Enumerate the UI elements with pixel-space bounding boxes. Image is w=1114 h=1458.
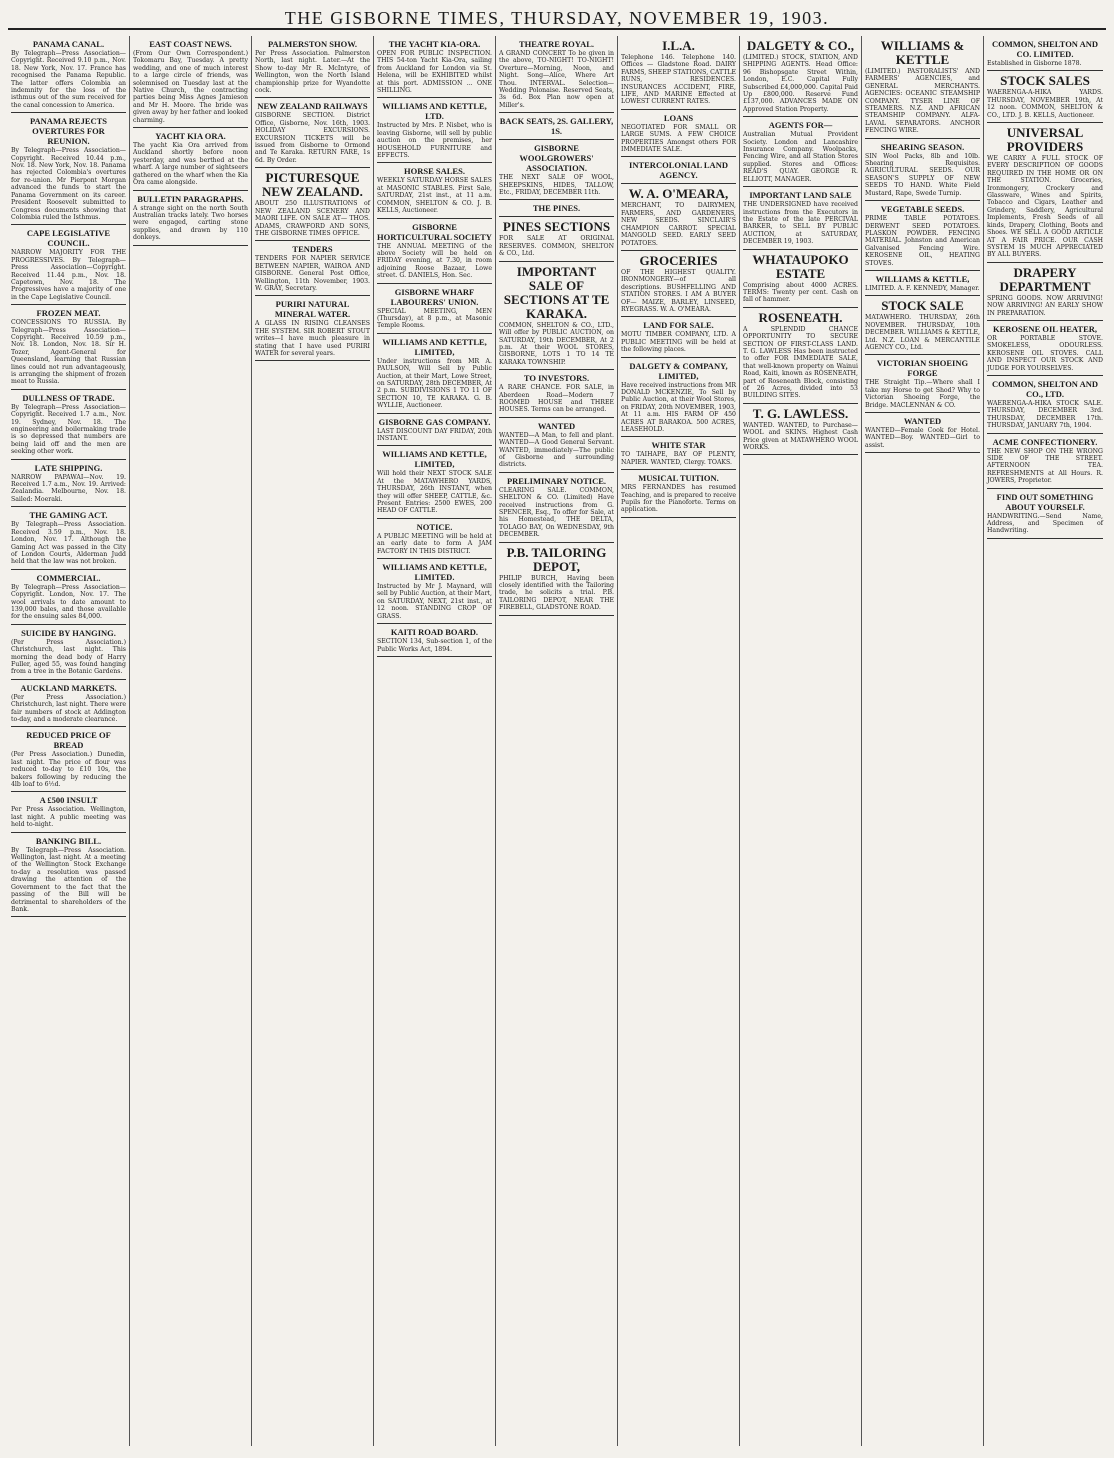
article-headline: NEW ZEALAND RAILWAYS bbox=[257, 101, 368, 112]
column-4 bbox=[374, 36, 496, 1446]
divider bbox=[11, 506, 126, 507]
article-headline: WILLIAMS AND KETTLE, LTD. bbox=[382, 101, 487, 122]
column-6 bbox=[618, 36, 740, 1446]
divider bbox=[865, 200, 980, 201]
article-body: Have received instructions from MR DONALD MCKENZIE, To Sell by Public Auction, at their Wool Stores, on FRIDAY, 20th NOVEMBER, 1903, At 11 a.m. HIS FARM OF 450 ACRES AT BARAKOA. 500 ACRES, LEASEHOLD. bbox=[621, 381, 736, 433]
divider bbox=[865, 412, 980, 413]
article-body: A strange sight on the north South Australian tracks lately. Two horses were engaged, carting stone supplies, and drawn by 110 donkeys. bbox=[133, 204, 248, 242]
article-headline: PALMERSTON SHOW. bbox=[267, 39, 358, 49]
divider bbox=[499, 472, 614, 473]
article-body: WANTED—Female Cook for Hotel. WANTED—Boy. WANTED—Girl to assist. bbox=[865, 427, 980, 449]
article-headline: MUSICAL TUITION. bbox=[638, 473, 719, 484]
divider bbox=[743, 186, 858, 187]
divider bbox=[133, 190, 248, 191]
article-headline: WILLIAMS AND KETTLE, LIMITED, bbox=[382, 336, 487, 357]
article-body: Per Press Association. Palmerston North, last night. Later.—At the Show to-day Mr R. McIntyre, of Wellington, won the North Island championship prize for Wyandotte cock. bbox=[255, 50, 370, 95]
divider bbox=[11, 726, 126, 727]
article bbox=[377, 417, 492, 447]
article-headline: INTERCOLONIAL LAND AGENCY. bbox=[629, 160, 728, 181]
article-headline: T. G. LAWLESS. bbox=[752, 405, 849, 421]
divider bbox=[377, 656, 492, 657]
article-body: LAST DISCOUNT DAY FRIDAY, 20th INSTANT. bbox=[377, 427, 492, 442]
article-headline: CAPE LEGISLATIVE COUNCIL. bbox=[26, 228, 111, 249]
article bbox=[133, 194, 248, 246]
article-headline: WHATAUPOKO ESTATE bbox=[752, 251, 849, 281]
article-headline: WANTED bbox=[537, 420, 576, 431]
article-headline: PANAMA REJECTS OVERTURES FOR REUNION. bbox=[29, 116, 108, 147]
article bbox=[377, 287, 492, 334]
article-headline: DRAPERY DEPARTMENT bbox=[999, 264, 1091, 294]
article-headline: WILLIAMS & KETTLE bbox=[880, 38, 965, 67]
article-body: The yacht Kia Ora arrived from Auckland shortly before noon yesterday, and was berthed at the wharf. A large number of sightseers gathered on the wharf when the Kia Ora came alongside. bbox=[133, 142, 248, 187]
column-7 bbox=[740, 36, 862, 1446]
article-headline: TO INVESTORS. bbox=[523, 373, 590, 384]
article bbox=[499, 116, 614, 140]
article bbox=[499, 546, 614, 616]
article-body: A GRAND CONCERT To be given in the above, TO-NIGHT! TO-NIGHT! Overture—Morning, Noon, and Night. Song—Alice, Where Art Thou. INTERVAL. Selection—Wedding Polonaise. Reserved Seats, 3s 6d. Box Plan now open at Miller's. bbox=[499, 50, 614, 109]
article-body: A SPLENDID CHANCE OPPORTUNITY TO SECURE SECTION OF FIRST-CLASS LAND. T. G. LAWLESS Has been instructed to offer FOR IMMEDIATE SALE, that well-known property on Wainui Road, Kaiti, known as ROSENEATH, part of Roseneath Block, consisting of 26 Acres, divided into 53 BUILDING SITES. bbox=[743, 325, 858, 400]
divider bbox=[499, 542, 614, 543]
article-body: MOTU TIMBER COMPANY, LTD. A PUBLIC MEETING will be held at the following places. bbox=[621, 331, 736, 354]
article-headline: WILLIAMS AND KETTLE, LIMITED, bbox=[382, 449, 487, 470]
article bbox=[11, 683, 126, 728]
article-headline: VEGETABLE SEEDS. bbox=[880, 204, 965, 215]
article-body: HANDWRITING.—Send Name, Address, and Specimen of Handwriting. bbox=[987, 512, 1103, 535]
article-body: By Telegraph—Press Association—Copyright. Received 10.44 p.m., Nov. 18. New York, Nov. 18. Panama has rejected Colombia's overtures for re-union. Mr Pierpont Morgan advanced the funds to start the Panama Government on its career. President Roosevelt submitted to Congress documents showing that Colombia ruled the Isthmus. bbox=[11, 147, 126, 221]
divider bbox=[499, 139, 614, 140]
article bbox=[377, 522, 492, 559]
divider bbox=[255, 360, 370, 361]
divider bbox=[499, 216, 614, 217]
article bbox=[865, 416, 980, 453]
article-body: (Per Press Association.) Dunedin, last night. The price of flour was reduced to-day to £10 10s, the bakers following by reducing the 4lb loaf to 6½d. bbox=[11, 751, 126, 789]
article-body: WAERENGA-A-HIKA YARDS. THURSDAY, NOVEMBER 19th, At 12 noon. COMMON, SHELTON & CO., LTD. J. B. KELLS, Auctioneer. bbox=[987, 89, 1103, 119]
article-headline: VICTORIAN SHOEING FORGE bbox=[876, 358, 969, 379]
article-headline: COMMON, SHELTON AND CO., LTD. bbox=[991, 378, 1099, 399]
article-body: NARROW MAJORITY FOR THE PROGRESSIVES. By Telegraph—Press Association—Copyright. Received 11.44 p.m., Nov. 18. Capetown, Nov. 18. The Progressives have a majority of one in the Cape Legislative Council. bbox=[11, 249, 126, 301]
article-body: SPECIAL MEETING, MEN (Thursday), at 8 p.m., at Masonic Temple Rooms. bbox=[377, 307, 492, 330]
article-headline: UNIVERSAL PROVIDERS bbox=[1006, 125, 1084, 155]
divider bbox=[255, 167, 370, 168]
article bbox=[377, 627, 492, 657]
article-body: Under instructions from MR A. PAULSON, Will Sell by Public Auction, at their Mart, Lowe Street, on SATURDAY, 28th DECEMBER, At 2 p.m. SUBDIVISIONS 1 TO 11 OF SECTION 10, TE KARAKA. G. B. WYLLIE, Auctioneer. bbox=[377, 357, 492, 410]
divider bbox=[865, 270, 980, 271]
article-headline: W. A. O'MEARA, bbox=[628, 186, 729, 202]
article bbox=[11, 393, 126, 460]
divider bbox=[11, 224, 126, 225]
divider bbox=[499, 261, 614, 262]
article bbox=[621, 113, 736, 158]
article-headline: THE YACHT KIA-ORA. bbox=[388, 39, 481, 49]
divider bbox=[621, 357, 736, 358]
article bbox=[743, 311, 858, 404]
divider bbox=[743, 403, 858, 404]
article-headline: PRELIMINARY NOTICE. bbox=[506, 475, 607, 486]
article-headline: ACME CONFECTIONERY. bbox=[992, 436, 1098, 447]
article bbox=[255, 244, 370, 296]
article bbox=[11, 795, 126, 832]
article-body: OPEN FOR PUBLIC INSPECTION. THIS 54-ton Yacht Kia-Ora, sailing from Auckland for London via St. Helena, will be EXHIBITED whilst at this port. ADMISSION ... ONE SHILLING. bbox=[377, 50, 492, 95]
article bbox=[11, 39, 126, 113]
article-body: (Per Press Association.) Christchurch, last night. There were fair numbers of stock at Addington to-day, and a moderate clearance. bbox=[11, 693, 126, 723]
article-body: Comprising about 4000 ACRES. TERMS: Twenty per cent. Cash on fall of hammer. bbox=[743, 281, 858, 304]
newspaper-page bbox=[8, 6, 1106, 1452]
article-headline: WILLIAMS AND KETTLE, LIMITED. bbox=[382, 562, 487, 583]
article-body: SIN Wool Packs, 8lb and 10lb. Shearing Requisites. AGRICULTURAL SEEDS. OUR SEASON'S SUPPLY OF NEW SEEDS TO HAND. White Field Mustard, Rape, Swede Turnip. bbox=[865, 152, 980, 197]
article bbox=[11, 573, 126, 625]
article-body: GISBORNE SECTION. District Office, Gisborne, Nov. 16th, 1903. HOLIDAY EXCURSIONS. EXCURSION TICKETS will be issued from Gisborne to Ormond and Te Karaka. RETURN FARE, 1s 6d. By Order. bbox=[255, 112, 370, 164]
article-headline: SHEARING SEASON. bbox=[880, 141, 965, 152]
article-headline: LATE SHIPPING. bbox=[34, 462, 103, 473]
article-body: SPRING GOODS. NOW ARRIVING! NOW ARRIVING! AN EARLY SHOW IN PREPARATION. bbox=[987, 294, 1103, 317]
article-headline: PANAMA CANAL. bbox=[32, 39, 105, 49]
article-headline: AGENTS FOR— bbox=[768, 120, 833, 131]
article bbox=[865, 274, 980, 296]
article-body: TENDERS FOR NAPIER SERVICE BETWEEN NAPIER, WAIROA AND GISBORNE. General Post Office, Wellington, 11th November, 1903. W. GRAY, Secretary. bbox=[255, 255, 370, 292]
article-headline: DULLNESS OF TRADE. bbox=[22, 392, 115, 403]
divider bbox=[499, 369, 614, 370]
article bbox=[743, 407, 858, 456]
article bbox=[255, 299, 370, 361]
article-headline: REDUCED PRICE OF BREAD bbox=[26, 730, 111, 751]
article bbox=[377, 101, 492, 163]
article-headline: DALGETY & COMPANY, LIMITED, bbox=[629, 360, 728, 381]
article-headline: DALGETY & CO., bbox=[746, 38, 855, 53]
divider bbox=[377, 558, 492, 559]
column-1 bbox=[8, 36, 130, 1446]
article bbox=[133, 131, 248, 190]
article bbox=[743, 120, 858, 187]
article-body: MRS FERNANDES has resumed Teaching, and is prepared to receive Pupils for the Pianoforte. Terms on application. bbox=[621, 484, 736, 514]
article-headline: I.L.A. bbox=[662, 38, 695, 53]
divider bbox=[255, 240, 370, 241]
masthead: THE GISBORNE TIMES, THURSDAY, NOVEMBER 19, 1903. bbox=[8, 6, 1106, 30]
article-headline: PURIRI NATURAL MINERAL WATER. bbox=[274, 299, 351, 320]
article bbox=[377, 166, 492, 218]
article-headline: NOTICE. bbox=[416, 521, 453, 532]
article-headline: FROZEN MEAT. bbox=[36, 308, 101, 319]
column-8 bbox=[862, 36, 984, 1446]
article-headline: THE PINES. bbox=[532, 203, 581, 214]
article-headline: P.B. TAILORING DEPOT, bbox=[506, 544, 607, 574]
column-9 bbox=[984, 36, 1106, 1446]
article-headline: BACK SEATS, 2S. GALLERY, 1S. bbox=[499, 116, 614, 137]
article bbox=[621, 39, 736, 110]
divider bbox=[621, 183, 736, 184]
column-5 bbox=[496, 36, 618, 1446]
article-headline: GISBORNE HORTICULTURAL SOCIETY bbox=[377, 221, 492, 242]
article bbox=[987, 324, 1103, 376]
article-body: TO TAIHAPE, BAY OF PLENTY, NAPIER. WANTED, Clergy. TOAKS. bbox=[621, 451, 736, 466]
divider bbox=[621, 316, 736, 317]
article-headline: IMPORTANT SALE OF SECTIONS AT TE KARAKA. bbox=[503, 263, 610, 321]
divider bbox=[865, 138, 980, 139]
divider bbox=[743, 454, 858, 455]
article-body: OR PORTABLE STOVE. SMOKELESS, ODOURLESS. KEROSENE OIL STOVES. CALL AND INSPECT OUR STOCK AND JUDGE FOR YOURSELVES. bbox=[987, 334, 1103, 372]
article-body: By Telegraph—Press Association—Copyright. Received 9.10 p.m., Nov. 18. New York, Nov. 17. France has recognised the Panama Republic. The latter offers Colombia an indemnity for the loss of the isthmus out of the sum received for the canal concession to America. bbox=[11, 50, 126, 109]
divider bbox=[11, 832, 126, 833]
article-body: FOR SALE AT ORIGINAL RESERVES. COMMON, SHELTON & CO., Ltd. bbox=[499, 235, 614, 258]
article-body: THE ANNUAL MEETING of the above Society will be held on FRIDAY evening, at 7.30, in room adjoining Roose Bazaar, Lowe street. G. DANIELS, Hon. Sec. bbox=[377, 242, 492, 280]
article-body: (LIMITED.) STOCK, STATION, AND SHIPPING AGENTS. Head Office: 96 Bishopsgate Street Within, London, E.C. Capital Fully Subscribed £4,000,000. Capital Paid Up £800,000. Reserve Fund £137,000. ADVANCES MADE ON Approved Station Property. bbox=[743, 54, 858, 113]
article bbox=[499, 143, 614, 200]
article-body: SECTION 134, Sub-section 1, of the Public Works Act, 1894. bbox=[377, 638, 492, 653]
article-headline: BULLETIN PARAGRAPHS. bbox=[137, 193, 244, 204]
article bbox=[499, 421, 614, 473]
article-body: By Telegraph—Press Association—Copyright. Received 1.7 a.m., Nov. 19. Sydney, Nov. 18. The engineering and boilermaking trade is so depressed that numbers are being laid off and the men are seeking other work. bbox=[11, 403, 126, 456]
article-body: Australian Mutual Provident Society. London and Lancashire Insurance Company. Woolpacks, Fencing Wire, and all Station Stores supplied. Stores and Offices: READ'S QUAY. GEORGE R. ELLIOTT, MANAGER. bbox=[743, 131, 858, 183]
column-3 bbox=[252, 36, 374, 1446]
divider bbox=[987, 122, 1103, 123]
divider bbox=[11, 112, 126, 113]
article-headline: SUICIDE BY HANGING. bbox=[21, 627, 116, 638]
article-body: Telephone 146. Telephone 140. Offices — Gladstone Road. DAIRY FARMS, SHEEP STATIONS, CATTLE RUNS, RESIDENCES. INSURANCES ACCIDENT, FIRE, LIFE, AND MARINE Effected at LOWEST CURRENT RATES. bbox=[621, 54, 736, 106]
divider bbox=[11, 916, 126, 917]
article-body: Instructed by Mr J. Maynard, will sell by Public Auction, at their Mart, on SATURDAY, NEXT, 21st inst., at 12 noon. STANDING CROP OF GRASS. bbox=[377, 583, 492, 620]
divider bbox=[133, 245, 248, 246]
divider bbox=[987, 375, 1103, 376]
article-headline: GISBORNE WHARF LABOURERS' UNION. bbox=[390, 286, 479, 307]
divider bbox=[865, 354, 980, 355]
divider bbox=[133, 127, 248, 128]
article-headline: PICTURESQUE NEW ZEALAND. bbox=[262, 170, 363, 200]
article-headline: HORSE SALES. bbox=[404, 166, 465, 177]
article bbox=[743, 190, 858, 249]
article-headline: YACHT KIA ORA. bbox=[155, 131, 226, 142]
article-headline: FIND OUT SOMETHING ABOUT YOURSELF. bbox=[996, 491, 1094, 512]
article bbox=[987, 492, 1103, 539]
divider bbox=[11, 624, 126, 625]
article-headline: WHITE STAR bbox=[651, 440, 706, 451]
divider bbox=[377, 162, 492, 163]
article-body: A GLASS IN RISING CLEANSES THE SYSTEM. SIR ROBERT STOUT writes—I have much pleasure in stating that I have used PURIRI WATER for several years. bbox=[255, 320, 370, 357]
article bbox=[255, 101, 370, 168]
article bbox=[377, 39, 492, 98]
article bbox=[865, 299, 980, 355]
article-body: WANTED. WANTED, to Purchase—WOOL and SKINS. Highest Cash Price given at MATAWHERO WOOL WORKS. bbox=[743, 421, 858, 452]
article bbox=[865, 142, 980, 201]
divider bbox=[621, 156, 736, 157]
divider bbox=[255, 97, 370, 98]
article bbox=[377, 222, 492, 284]
article-body: NEGOTIATED FOR SMALL OR LARGE SUMS. A FEW CHOICE PROPERTIES Amongst others FOR IMMEDIATE SALE. bbox=[621, 123, 736, 154]
article-headline: GISBORNE GAS COMPANY. bbox=[378, 416, 491, 427]
article-headline: GROCERIES bbox=[639, 252, 718, 268]
article bbox=[377, 337, 492, 414]
article-body: LIMITED. A. F. KENNEDY, Manager. bbox=[865, 284, 980, 292]
article bbox=[255, 39, 370, 98]
divider bbox=[377, 218, 492, 219]
article-body: PRIME TABLE POTATOES. DERWENT SEED POTATOES. PLASKON POWDER. FENCING MATERIAL. Johnston and American Galvanised Fencing Wire. KEROSENE OIL, HEATING STOVES. bbox=[865, 215, 980, 267]
article bbox=[865, 204, 980, 271]
article bbox=[499, 373, 614, 418]
article-headline: PINES SECTIONS bbox=[502, 219, 611, 235]
divider bbox=[987, 433, 1103, 434]
article-headline: KAITI ROAD BOARD. bbox=[390, 627, 479, 638]
divider bbox=[987, 320, 1103, 321]
article bbox=[499, 476, 614, 543]
article-headline: LAND FOR SALE. bbox=[643, 320, 714, 331]
article-headline: COMMERCIAL. bbox=[36, 572, 101, 583]
divider bbox=[987, 488, 1103, 489]
article bbox=[11, 628, 126, 680]
divider bbox=[865, 452, 980, 453]
column-2 bbox=[130, 36, 252, 1446]
divider bbox=[743, 249, 858, 250]
article bbox=[743, 39, 858, 117]
article-headline: WANTED bbox=[903, 416, 942, 426]
article bbox=[987, 437, 1103, 489]
article-body: CLEARING SALE. COMMON, SHELTON & CO. (Limited) Have received instructions from G. SPENCER, Esq., To offer for Sale, at his Homestead, THE DELTA, TOLAGO BAY, On WEDNESDAY, 9th DECEMBER. bbox=[499, 486, 614, 539]
article-body: THE NEXT SALE OF WOOL, SHEEPSKINS, HIDES, TALLOW, Etc., FRIDAY, DECEMBER 11th. bbox=[499, 174, 614, 197]
article bbox=[621, 440, 736, 470]
article bbox=[621, 160, 736, 184]
article-body: MATAWHERO. THURSDAY, 26th NOVEMBER. THURSDAY, 10th DECEMBER. WILLIAMS & KETTLE, Ltd. N.Z. LOAN & MERCANTILE AGENCY CO., Ltd. bbox=[865, 314, 980, 351]
article-headline: WILLIAMS & KETTLE, bbox=[875, 273, 970, 284]
article-headline: THE GAMING ACT. bbox=[29, 510, 108, 521]
article-body: MERCHANT, TO DAIRYMEN, FARMERS, AND GARDENERS, NEW SEEDS. SINCLAIR'S CHAMPION CARROT. SPECIAL MANGOLD SEED. EARLY SEED POTATOES. bbox=[621, 202, 736, 247]
article-body: WE CARRY A FULL STOCK OF EVERY DESCRIPTION OF GOODS REQUIRED IN THE HOME OR ON THE STATION. Groceries, Ironmongery, Crockery and Glassware, Wines and Spirits, Tobacco and Cigars, Leather and Grindery, Saddlery, Agricultural Implements, Fresh Seeds of all kinds, Drapery, Clothing, Boots and Shoes. WE SELL A GOOD ARTICLE AT A FAIR PRICE. OUR CASH SYSTEM IS MUCH APPRECIATED BY ALL BUYERS. bbox=[987, 155, 1103, 259]
divider bbox=[499, 417, 614, 418]
article-headline: THEATRE ROYAL. bbox=[518, 39, 595, 49]
article-body: Instructed by Mrs. P. Nisbet, who is leaving Gisborne, will sell by public auction on the premises, her HOUSEHOLD FURNITURE and EFFECTS. bbox=[377, 122, 492, 160]
divider bbox=[377, 518, 492, 519]
article bbox=[987, 266, 1103, 321]
article bbox=[865, 358, 980, 413]
article-body: A PUBLIC MEETING will be held at an early date to form A JAM FACTORY IN THIS DISTRICT. bbox=[377, 532, 492, 555]
divider bbox=[11, 679, 126, 680]
divider bbox=[621, 436, 736, 437]
article-body: By Telegraph—Press Association—Copyright. London, Nov. 17. The wool arrivals to date amount to 139,000 bales, and those available for the ensuing sales 84,000. bbox=[11, 583, 126, 621]
article-headline: IMPORTANT LAND SALE bbox=[749, 190, 852, 201]
article-headline: A £500 INSULT bbox=[39, 795, 98, 806]
article bbox=[987, 126, 1103, 263]
divider bbox=[987, 70, 1103, 71]
article-body: WANTED—A Man, to fell and plant. WANTED—A Good General Servant. WANTED, immediately—The public of Gisborne and surrounding districts. bbox=[499, 431, 614, 469]
article bbox=[255, 171, 370, 241]
article-headline: ROSENEATH. bbox=[758, 309, 843, 325]
divider bbox=[11, 459, 126, 460]
article bbox=[133, 39, 248, 128]
article bbox=[987, 39, 1103, 71]
divider bbox=[499, 112, 614, 113]
article-headline: BANKING BILL. bbox=[35, 835, 102, 846]
divider bbox=[499, 199, 614, 200]
columns bbox=[8, 36, 1106, 1446]
article-headline: STOCK SALES bbox=[1000, 73, 1090, 89]
divider bbox=[377, 623, 492, 624]
article-body: ABOUT 250 ILLUSTRATIONS of NEW ZEALAND SCENERY AND MAORI LIFE. ON SALE AT— THOS. ADAMS, CRAWFORD AND SONS, THE GISBORNE TIMES OFFICE. bbox=[255, 200, 370, 237]
article-body: By Telegraph—Press Association. Wellington, last night. At a meeting of the Wellington Stock Exchange to-day a resolution was passed drawing the attention of the Government to the fact that the passing of the Bill will be detrimental to shareholders of the Bank. bbox=[11, 846, 126, 913]
divider bbox=[377, 413, 492, 414]
article-headline: TENDERS bbox=[292, 244, 333, 255]
article-body: (LIMITED.) PASTORALISTS' AND FARMERS' AGENCIES, and GENERAL MERCHANTS. AGENCIES: OCEANIC STEAMSHIP COMPANY. TYSER LINE OF STEAMERS. N.Z. AND AFRICAN STEAMSHIP COMPANY. ALFA-LAVAL SEPARATORS. ANCHOR FENCING WIRE. bbox=[865, 68, 980, 135]
article-body: Established in Gisborne 1878. bbox=[987, 60, 1082, 67]
article bbox=[11, 228, 126, 305]
article bbox=[11, 308, 126, 390]
divider bbox=[377, 445, 492, 446]
article bbox=[499, 203, 614, 217]
article-body: THE Straight Tip.—Where shall I take my Horse to get Shod? Why to Victorian Shoeing Forge, the Bridge. MACLENNAN & CO. bbox=[865, 379, 980, 409]
article-body: (From Our Own Correspondent.) Tokomaru Bay, Tuesday. A pretty wedding, and one of much interest to a large circle of friends, was solemnised on Tuesday last at the Native Church, the contracting parties being Miss Agnes Jamieson and Mr H. Moore. The bride was given away by her father and looked charming. bbox=[133, 50, 248, 124]
divider bbox=[11, 569, 126, 570]
divider bbox=[11, 791, 126, 792]
article bbox=[11, 463, 126, 508]
article bbox=[377, 449, 492, 518]
article-body: (Per Press Association.) Christchurch, last night. This morning the dead body of Harry Fuller, aged 55, was found hanging from a tree in the Botanic Gardens. bbox=[11, 638, 126, 676]
article bbox=[987, 74, 1103, 123]
article-body: CONCESSIONS TO RUSSIA. By Telegraph—Press Association—Copyright. Received 10.59 p.m., Nov. 18. London, Nov. 18. Sir H. Tozer, Agent-General for Queensland, learning that Russian lines could not run advantageously, is arranging the shipment of frozen meat to Russia. bbox=[11, 319, 126, 386]
article-body: PHILIP BURCH, Having been closely identified with the Tailoring trade, he solicits a trial. P.B. TAILORING DEPOT, NEAR THE FIREBELL, GLADSTONE ROAD. bbox=[499, 574, 614, 612]
divider bbox=[621, 109, 736, 110]
article bbox=[499, 39, 614, 113]
article-headline: AUCKLAND MARKETS. bbox=[20, 682, 117, 693]
divider bbox=[987, 262, 1103, 263]
article-body: OF THE HIGHEST QUALITY. IRONMONGERY—of all descriptions. BUSHFELLING AND STATION STORES. I AM A BUYER OF— MAIZE, BARLEY, LINSEED, RYEGRASS. W. A. O'MEARA. bbox=[621, 268, 736, 313]
article bbox=[11, 836, 126, 918]
divider bbox=[11, 389, 126, 390]
article bbox=[743, 253, 858, 308]
divider bbox=[621, 469, 736, 470]
divider bbox=[743, 307, 858, 308]
article-body: By Telegraph—Press Association. Received 3.59 p.m., Nov. 18. London, Nov. 17. Although the Gaming Act was passed in the City of London Courts, Alderman Judd held that the law was not broken. bbox=[11, 521, 126, 566]
article-headline: KEROSENE OIL HEATER, bbox=[993, 323, 1097, 334]
article bbox=[621, 254, 736, 317]
article-headline: STOCK SALE bbox=[881, 298, 964, 314]
article bbox=[621, 361, 736, 438]
article bbox=[499, 265, 614, 370]
article bbox=[11, 510, 126, 569]
article bbox=[621, 320, 736, 357]
article-body: COMMON, SHELTON & CO., LTD., Will offer by PUBLIC AUCTION, on SATURDAY, 19th DECEMBER, At 2 p.m. At their WOOL STORES, GISBORNE, LOTS 1 TO 14 TE KARAKA TOWNSHIP. bbox=[499, 321, 614, 366]
article bbox=[987, 379, 1103, 434]
divider bbox=[987, 538, 1103, 539]
article-headline: COMMON, SHELTON AND CO. LIMITED. bbox=[991, 39, 1099, 59]
article-body: THE UNDERSIGNED have received instructions from the Executors in the Estate of the late PERCIVAL BARKER, to SELL BY PUBLIC AUCTION, at SATURDAY, DECEMBER 19, 1903. bbox=[743, 201, 858, 246]
article bbox=[621, 187, 736, 250]
article-headline: GISBORNE WOOLGROWERS' ASSOCIATION. bbox=[519, 143, 594, 174]
article-body: A RARE CHANCE. FOR SALE, in Aberdeen Road—Modern 7 ROOMED HOUSE and THREE HOUSES. Terms can be arranged. bbox=[499, 384, 614, 414]
article bbox=[377, 562, 492, 624]
article-headline: EAST COAST NEWS. bbox=[149, 39, 232, 49]
article-body: Per Press Association. Wellington, last night. A public meeting was held to-night. bbox=[11, 806, 126, 829]
divider bbox=[499, 615, 614, 616]
article bbox=[621, 473, 736, 518]
article-body: NARROW PAPAWAI—Nov. 19. Received 1.7 a.m., Nov. 19. Arrived: Zealandia. Melbourne, Nov. 18. Sailed: Moeraki. bbox=[11, 473, 126, 503]
article-body: THE NEW SHOP ON THE WRONG SIDE OF THE STREET. AFTERNOON TEA. REFRESHMENTS at All Hours. R. JOWERS, Proprietor. bbox=[987, 447, 1103, 485]
article bbox=[865, 39, 980, 139]
divider bbox=[865, 295, 980, 296]
divider bbox=[255, 295, 370, 296]
divider bbox=[743, 116, 858, 117]
divider bbox=[621, 517, 736, 518]
divider bbox=[377, 97, 492, 98]
article bbox=[499, 220, 614, 261]
divider bbox=[377, 283, 492, 284]
article-body: WEEKLY SATURDAY HORSE SALES at MASONIC STABLES. First Sale, SATURDAY, 21st inst., at 11 a.m. COMMON, SHELTON & CO. J. B. KELLS, Auctioneer. bbox=[377, 177, 492, 215]
divider bbox=[621, 250, 736, 251]
article-headline: LOANS bbox=[663, 112, 694, 123]
article-body: Will hold their NEXT STOCK SALE At the MATAWHERO YARDS, THURSDAY, 26th INSTANT, when they will offer SHEEP, CATTLE, &c. Present Entries: 2500 EWES, 200 HEAD OF CATTLE. bbox=[377, 470, 492, 515]
article-body: WAERENGA-A-HIKA STOCK SALE. THURSDAY, DECEMBER 3rd. THURSDAY, DECEMBER 17th. THURSDAY, JANUARY 7th, 1904. bbox=[987, 399, 1103, 430]
divider bbox=[377, 333, 492, 334]
article bbox=[11, 730, 126, 792]
divider bbox=[11, 304, 126, 305]
article bbox=[11, 116, 126, 225]
